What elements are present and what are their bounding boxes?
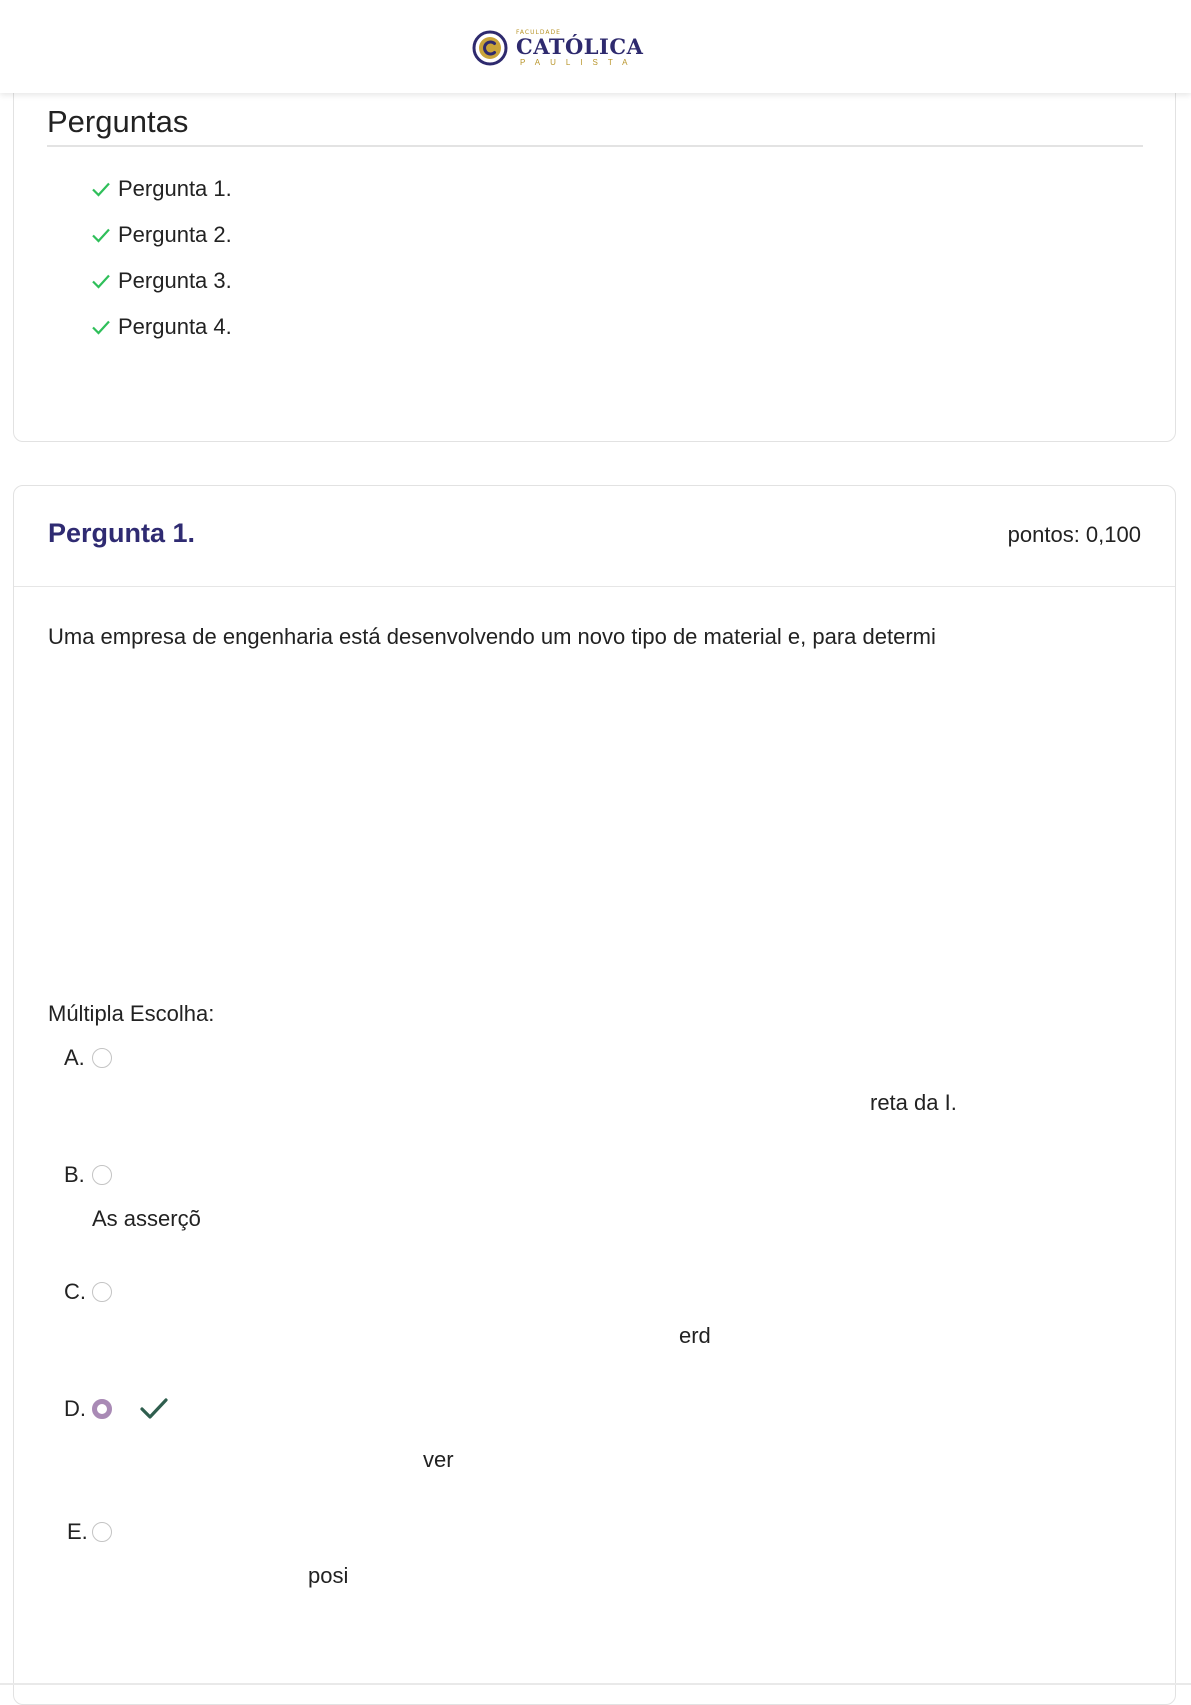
option-e-letter: E. bbox=[67, 1519, 88, 1544]
logo-main-text: CATÓLICA bbox=[516, 34, 644, 59]
option-a-text: reta da I. bbox=[870, 1090, 957, 1115]
option-d-text: ver bbox=[423, 1447, 454, 1472]
logo-small-text: FACULDADE bbox=[516, 29, 561, 36]
correct-answer-check-icon bbox=[139, 1396, 169, 1422]
question-header-divider bbox=[14, 586, 1175, 587]
option-c-text: erd bbox=[679, 1323, 711, 1348]
option-e-text: posi bbox=[308, 1563, 349, 1588]
option-a-letter: A. bbox=[64, 1045, 85, 1070]
option-b-text: As asserçõ bbox=[92, 1206, 201, 1231]
option-b-letter: B. bbox=[64, 1162, 85, 1187]
questions-nav-divider bbox=[47, 145, 1143, 147]
question-nav-label: Pergunta 4. bbox=[118, 314, 232, 339]
option-c-letter: C. bbox=[64, 1279, 86, 1304]
check-icon bbox=[90, 316, 112, 338]
option-c-radio[interactable] bbox=[92, 1282, 112, 1302]
question-nav-item[interactable] bbox=[90, 304, 232, 350]
question-card bbox=[13, 485, 1176, 1705]
logo-sub-text: PAULISTA bbox=[520, 58, 638, 67]
top-header bbox=[0, 0, 1191, 93]
check-icon bbox=[90, 270, 112, 292]
questions-nav-list bbox=[90, 166, 232, 350]
option-d-radio[interactable] bbox=[92, 1399, 112, 1419]
question-nav-label: Pergunta 2. bbox=[118, 222, 232, 247]
check-icon bbox=[90, 178, 112, 200]
question-title: Pergunta 1. bbox=[48, 518, 196, 548]
question-nav-label: Pergunta 3. bbox=[118, 268, 232, 293]
option-a-radio[interactable] bbox=[92, 1048, 112, 1068]
question-nav-label: Pergunta 1. bbox=[118, 176, 232, 201]
question-nav-item[interactable] bbox=[90, 258, 232, 304]
option-d-letter: D. bbox=[64, 1396, 86, 1421]
question-nav-item[interactable] bbox=[90, 212, 232, 258]
questions-nav-title: Perguntas bbox=[47, 104, 189, 139]
question-nav-item[interactable] bbox=[90, 166, 232, 212]
logo-emblem-icon bbox=[472, 30, 508, 66]
faculdade-catolica-logo[interactable] bbox=[472, 27, 642, 69]
question-statement: Uma empresa de engenharia está desenvolvendo um novo tipo de material e, para determi bbox=[48, 624, 936, 649]
multiple-choice-label: Múltipla Escolha: bbox=[48, 1001, 215, 1026]
check-icon bbox=[90, 224, 112, 246]
option-e-radio[interactable] bbox=[92, 1522, 112, 1542]
question-points: pontos: 0,100 bbox=[1007, 522, 1141, 547]
option-b-radio[interactable] bbox=[92, 1165, 112, 1185]
